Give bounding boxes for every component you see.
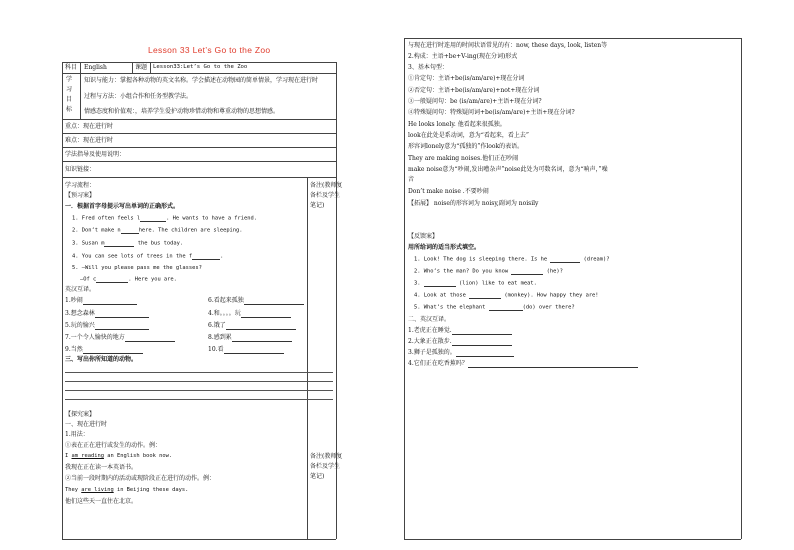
topic-label: 课题 — [135, 64, 148, 71]
flow-label: 学习流程： — [65, 182, 96, 189]
example-1: I am reading an English book now. — [65, 453, 173, 459]
task1-item-2: 2. Don’t make n here. The children are sleeping. — [72, 227, 243, 234]
feedback-label: 【反馈案】 — [408, 233, 439, 240]
goal-process: 过程与方法：小组合作和任务型教学法。 — [84, 93, 193, 100]
blank[interactable] — [489, 304, 523, 311]
fill-item-1: 1. Look! The dog is sleeping there. Is he (dream)? — [414, 256, 610, 263]
right-line-12: make noise意为“吵闹,发出嘈杂声”noise此处为可数名词，意为“响声，”噪 — [408, 166, 608, 173]
task1-reply: —Of c . Here you are. — [80, 276, 177, 283]
answer-line[interactable] — [65, 372, 333, 373]
side-note-1c: 笔记) — [310, 202, 325, 209]
difficulty: 难点：现在进行时 — [65, 137, 114, 144]
translate-item-5: 5.玩的愉兴 — [65, 322, 149, 330]
goal-emotion: 情感态度和价值观：，培养学生爱护动物珍惜动物和尊重动物的思想情感。 — [84, 108, 280, 115]
side-note-2c: 笔记) — [310, 473, 325, 480]
translate-item-4: 4.和。。。。玩 — [208, 310, 291, 318]
explore-sub: 一、现在进行时 — [65, 421, 108, 428]
example-1-cn: 我现在正在读一本英语书。 — [65, 464, 138, 471]
translate2-item-4: 4.它们正在吃香蕉吗？ — [408, 360, 638, 368]
preview-label: 【预习案】 — [65, 192, 96, 199]
blank[interactable] — [511, 268, 543, 275]
translate-item-6: 6.饿了 — [208, 322, 296, 330]
goal-knowledge: 知识与能力：掌握各种动物的英文名称。学会描述在动物园的简单情景，学习现在进行时 — [84, 77, 319, 84]
translate-label: 英汉互译。 — [65, 286, 96, 293]
side-note-1a: 备注(教师复 — [310, 182, 343, 189]
translate-item-10: 10.看 — [208, 346, 284, 354]
translate-item-7: 7.一个令人愉快的地方 — [65, 334, 175, 342]
task1-item-5: 5. —Will you please pass me the glasses? — [72, 265, 202, 271]
knowledge-link: 知识链接： — [65, 166, 96, 173]
topic-value: Lesson33:Let’s Go to the Zoo — [153, 64, 248, 70]
fill-item-3: 3. (lion) like to eat meat. — [414, 280, 537, 287]
translate2-label: 二、英汉互译。 — [408, 316, 451, 323]
right-line-6: ③一般疑问句：be (is/am/are)+主语+现在分词? — [408, 98, 542, 105]
subject-label: 科目 — [65, 64, 78, 71]
right-line-13: 音 — [408, 176, 415, 183]
fill-item-4: 4. Look at those (monkey). How happy they are! — [414, 292, 599, 299]
right-line-3: 3、基本句型： — [408, 64, 448, 71]
side-note-2a: 备注(教师复 — [310, 453, 343, 460]
key-point: 重点：现在进行时 — [65, 123, 114, 130]
task1-item-1: 1. Fred often feels l . He wants to have a friend. — [72, 215, 258, 222]
blank[interactable] — [550, 256, 580, 263]
right-line-9: look在此处是系动词，意为“看起来，看上去” — [408, 132, 529, 139]
answer-line[interactable] — [65, 381, 333, 382]
task1-item-4: 4. You can see lots of trees in the f . — [72, 253, 224, 260]
blank[interactable] — [121, 227, 139, 234]
right-line-15: 【拓展】 noise的形容词为 noisy,副词为 noisily — [408, 200, 539, 207]
usage-label: 1.用法： — [65, 431, 89, 438]
task3-heading: 三、写出你所知道的动物。 — [65, 356, 138, 363]
right-line-4: ①肯定句：主语+be(is/am/are)+现在分词 — [408, 75, 525, 82]
right-line-1: 与现在进行时连用的时间状语常见的有：now, these days, look, listen等 — [408, 42, 608, 49]
right-line-7: ④特殊疑问句：特殊疑问词+be(is/am/are)+主语+现在分词? — [408, 109, 575, 116]
answer-line[interactable] — [65, 399, 333, 400]
goals-label-2: 习 — [66, 86, 73, 93]
translate2-item-2: 2.大象正在散步. — [408, 338, 512, 346]
usage-1: ①表在正在进行或发生的动作。例： — [65, 442, 162, 449]
fill-item-5: 5. What’s the elephant (do) over there? — [414, 304, 575, 311]
side-note-1b: 备栏及学生 — [310, 192, 341, 199]
guide: 学法指导及使用说明： — [65, 151, 126, 158]
translate2-item-3: 3.狮子是孤独的。 — [408, 349, 514, 357]
right-line-2: 2.构成：主语+be+V-ing(现在分词)形式 — [408, 53, 518, 60]
feedback-heading: 用所给词的适当形式填空。 — [408, 244, 481, 251]
translate2-item-1: 1.老虎正在睡觉. — [408, 327, 512, 335]
fill-item-2: 2. Who’s the man? Do you know (he)? — [414, 268, 563, 275]
page-title: Lesson 33 Let’s Go to the Zoo — [148, 45, 271, 55]
blank[interactable] — [192, 253, 220, 260]
explore-label: 【探究案】 — [65, 411, 96, 418]
blank[interactable] — [104, 240, 134, 247]
translate-item-2: 6.看起来孤独 — [208, 297, 304, 305]
side-note-2b: 备栏及学生 — [310, 463, 341, 470]
translate-item-9: 9.当然 — [65, 346, 143, 354]
subject-value: English — [84, 64, 107, 71]
example-2: They are living in Beijing these days. — [65, 487, 189, 493]
goals-label-3: 目 — [66, 96, 73, 103]
blank[interactable] — [96, 276, 128, 283]
translate-item-1: 1.吵闹 — [65, 297, 137, 305]
goals-label-4: 标 — [66, 106, 73, 113]
answer-line[interactable] — [65, 390, 333, 391]
translate-item-3: 3.想念森林 — [65, 310, 149, 318]
example-2-cn: 他们这些天一直住在北京。 — [65, 498, 138, 505]
goals-label-1: 学 — [66, 76, 73, 83]
blank[interactable] — [469, 292, 501, 299]
task1-heading: 一．根据首字母提示写出单词的正确形式。 — [65, 203, 180, 210]
right-line-8: He looks lonely. 他看起来很孤独。 — [408, 121, 506, 128]
task1-item-3: 3. Susan m the bus today. — [72, 240, 184, 247]
blank[interactable] — [140, 215, 166, 222]
right-line-5: ②否定句：主语+be(is/am/are)+not+现在分词 — [408, 87, 540, 94]
usage-2: ②当前一段时期内的活动或现阶段正在进行的动作。例： — [65, 475, 216, 482]
right-line-11: They are making noises.他们正在吵闹 — [408, 155, 519, 162]
right-line-14: Don’t make noise .不要吵闹 — [408, 188, 489, 195]
translate-item-8: 8.感到累 — [208, 334, 292, 342]
right-line-10: 形容词lonely意为“孤独的”作look的表语。 — [408, 143, 524, 150]
blank[interactable] — [424, 280, 456, 287]
